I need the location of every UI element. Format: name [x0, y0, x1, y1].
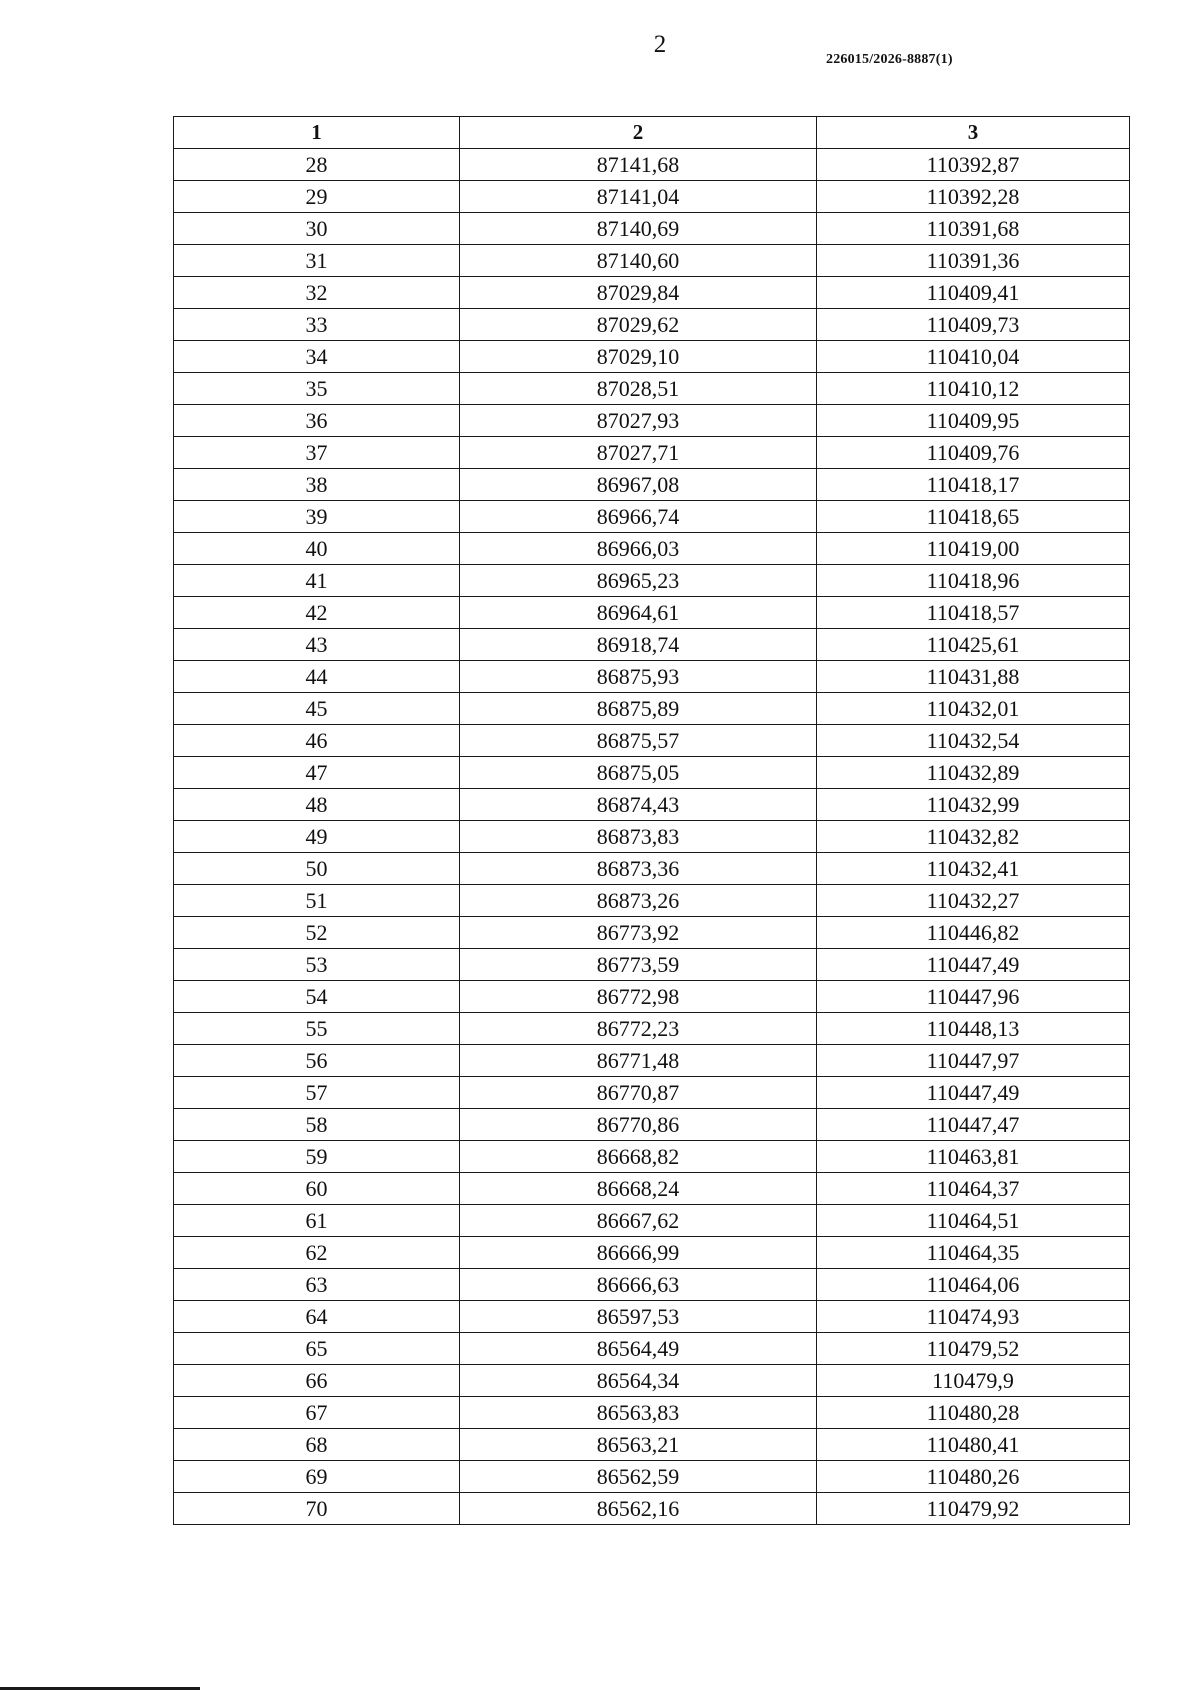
table-cell-col-3: 110479,52: [817, 1333, 1130, 1365]
table-cell-col-3: 110448,13: [817, 1013, 1130, 1045]
table-cell-col-3: 110409,76: [817, 437, 1130, 469]
table-cell-col-1: 56: [174, 1045, 460, 1077]
table-row: [174, 405, 1130, 437]
table-cell-col-3: 110392,28: [817, 181, 1130, 213]
table-cell-col-3: 110432,82: [817, 821, 1130, 853]
table-row: [174, 981, 1130, 1013]
table-cell-col-1: 58: [174, 1109, 460, 1141]
table-cell-col-1: 70: [174, 1493, 460, 1525]
table-cell-col-2: 87027,71: [460, 437, 817, 469]
table-cell-col-1: 52: [174, 917, 460, 949]
table-cell-col-3: 110431,88: [817, 661, 1130, 693]
table-cell-col-2: 86918,74: [460, 629, 817, 661]
table-row: [174, 757, 1130, 789]
table-cell-col-3: 110432,27: [817, 885, 1130, 917]
table-row: [174, 149, 1130, 181]
table-row: [174, 565, 1130, 597]
table-row: [174, 469, 1130, 501]
table-row: [174, 629, 1130, 661]
table-cell-col-3: 110464,37: [817, 1173, 1130, 1205]
table-cell-col-2: 86668,82: [460, 1141, 817, 1173]
table-cell-col-3: 110480,26: [817, 1461, 1130, 1493]
column-header-3: 3: [817, 117, 1130, 149]
table-cell-col-1: 63: [174, 1269, 460, 1301]
table-row: [174, 1045, 1130, 1077]
table-cell-col-1: 30: [174, 213, 460, 245]
table-cell-col-3: 110480,28: [817, 1397, 1130, 1429]
table-cell-col-2: 86773,92: [460, 917, 817, 949]
table-cell-col-2: 86773,59: [460, 949, 817, 981]
table-cell-col-2: 86875,93: [460, 661, 817, 693]
table-cell-col-3: 110432,01: [817, 693, 1130, 725]
table-cell-col-3: 110464,51: [817, 1205, 1130, 1237]
table-cell-col-1: 64: [174, 1301, 460, 1333]
table-cell-col-3: 110446,82: [817, 917, 1130, 949]
table-cell-col-3: 110409,41: [817, 277, 1130, 309]
table-row: [174, 1397, 1130, 1429]
table-cell-col-1: 43: [174, 629, 460, 661]
table-cell-col-2: 87029,84: [460, 277, 817, 309]
table-cell-col-2: 87027,93: [460, 405, 817, 437]
table-cell-col-2: 86966,03: [460, 533, 817, 565]
table-cell-col-1: 32: [174, 277, 460, 309]
table-cell-col-2: 87141,04: [460, 181, 817, 213]
table-cell-col-1: 42: [174, 597, 460, 629]
table-cell-col-3: 110391,36: [817, 245, 1130, 277]
table-row: [174, 341, 1130, 373]
table-row: [174, 949, 1130, 981]
table-cell-col-3: 110418,96: [817, 565, 1130, 597]
table-row: [174, 181, 1130, 213]
table-cell-col-1: 44: [174, 661, 460, 693]
table-cell-col-3: 110425,61: [817, 629, 1130, 661]
table-cell-col-3: 110409,73: [817, 309, 1130, 341]
table-header-row: [174, 117, 1130, 149]
table-cell-col-1: 53: [174, 949, 460, 981]
table-cell-col-1: 57: [174, 1077, 460, 1109]
table-cell-col-3: 110447,49: [817, 949, 1130, 981]
table-cell-col-2: 86967,08: [460, 469, 817, 501]
table-cell-col-2: 86965,23: [460, 565, 817, 597]
table-row: [174, 1173, 1130, 1205]
table-cell-col-2: 87029,10: [460, 341, 817, 373]
table-cell-col-3: 110432,99: [817, 789, 1130, 821]
table-cell-col-2: 87141,68: [460, 149, 817, 181]
table-cell-col-2: 86874,43: [460, 789, 817, 821]
table-cell-col-3: 110447,47: [817, 1109, 1130, 1141]
table-cell-col-1: 40: [174, 533, 460, 565]
table-cell-col-1: 35: [174, 373, 460, 405]
table-cell-col-3: 110447,97: [817, 1045, 1130, 1077]
table-cell-col-2: 86564,49: [460, 1333, 817, 1365]
table-cell-col-3: 110480,41: [817, 1429, 1130, 1461]
table-cell-col-2: 86667,62: [460, 1205, 817, 1237]
table-cell-col-3: 110409,95: [817, 405, 1130, 437]
table-cell-col-3: 110419,00: [817, 533, 1130, 565]
table-row: [174, 501, 1130, 533]
table-cell-col-1: 29: [174, 181, 460, 213]
table-cell-col-2: 86666,63: [460, 1269, 817, 1301]
table-cell-col-2: 86771,48: [460, 1045, 817, 1077]
table-cell-col-1: 39: [174, 501, 460, 533]
table-cell-col-2: 86668,24: [460, 1173, 817, 1205]
table-row: [174, 1429, 1130, 1461]
table-cell-col-1: 33: [174, 309, 460, 341]
table-cell-col-1: 65: [174, 1333, 460, 1365]
table-row: [174, 1205, 1130, 1237]
table-cell-col-1: 67: [174, 1397, 460, 1429]
table-cell-col-3: 110464,35: [817, 1237, 1130, 1269]
table-cell-col-2: 86562,16: [460, 1493, 817, 1525]
table-cell-col-3: 110463,81: [817, 1141, 1130, 1173]
table-cell-col-2: 86873,83: [460, 821, 817, 853]
table-cell-col-2: 86563,21: [460, 1429, 817, 1461]
table-cell-col-2: 86564,34: [460, 1365, 817, 1397]
table-cell-col-1: 59: [174, 1141, 460, 1173]
table-cell-col-3: 110479,92: [817, 1493, 1130, 1525]
table-cell-col-3: 110432,54: [817, 725, 1130, 757]
table-cell-col-2: 86875,89: [460, 693, 817, 725]
table-cell-col-3: 110418,57: [817, 597, 1130, 629]
table-cell-col-2: 86770,87: [460, 1077, 817, 1109]
table-row: [174, 1493, 1130, 1525]
table-cell-col-1: 61: [174, 1205, 460, 1237]
table-cell-col-3: 110479,9: [817, 1365, 1130, 1397]
table-cell-col-1: 46: [174, 725, 460, 757]
table-row: [174, 1109, 1130, 1141]
table-cell-col-1: 60: [174, 1173, 460, 1205]
table-row: [174, 789, 1130, 821]
table-row: [174, 853, 1130, 885]
table-cell-col-1: 47: [174, 757, 460, 789]
table-cell-col-3: 110432,89: [817, 757, 1130, 789]
table-row: [174, 1013, 1130, 1045]
table-cell-col-1: 66: [174, 1365, 460, 1397]
table-cell-col-3: 110474,93: [817, 1301, 1130, 1333]
table-row: [174, 1365, 1130, 1397]
table-cell-col-1: 28: [174, 149, 460, 181]
table-cell-col-3: 110432,41: [817, 853, 1130, 885]
table-cell-col-1: 69: [174, 1461, 460, 1493]
page-number: 2: [653, 31, 667, 58]
table-row: [174, 1141, 1130, 1173]
table-cell-col-2: 86964,61: [460, 597, 817, 629]
table-cell-col-1: 41: [174, 565, 460, 597]
table-cell-col-1: 37: [174, 437, 460, 469]
table-cell-col-2: 86562,59: [460, 1461, 817, 1493]
table-cell-col-3: 110410,12: [817, 373, 1130, 405]
table-cell-col-3: 110391,68: [817, 213, 1130, 245]
table-cell-col-2: 86666,99: [460, 1237, 817, 1269]
table-cell-col-2: 86873,26: [460, 885, 817, 917]
table-row: [174, 693, 1130, 725]
table-cell-col-1: 50: [174, 853, 460, 885]
table-cell-col-1: 48: [174, 789, 460, 821]
table-row: [174, 533, 1130, 565]
table-cell-col-2: 86772,98: [460, 981, 817, 1013]
table-cell-col-2: 86563,83: [460, 1397, 817, 1429]
table-row: [174, 1301, 1130, 1333]
column-header-2: 2: [460, 117, 817, 149]
table-row: [174, 309, 1130, 341]
table-cell-col-2: 86770,86: [460, 1109, 817, 1141]
table-row: [174, 437, 1130, 469]
table-row: [174, 917, 1130, 949]
table-row: [174, 885, 1130, 917]
table-row: [174, 1269, 1130, 1301]
table-cell-col-1: 31: [174, 245, 460, 277]
table-cell-col-2: 86873,36: [460, 853, 817, 885]
table-row: [174, 1077, 1130, 1109]
table-row: [174, 373, 1130, 405]
table-row: [174, 725, 1130, 757]
table-cell-col-1: 54: [174, 981, 460, 1013]
coordinates-table: [173, 116, 1130, 1525]
table-cell-col-2: 87140,60: [460, 245, 817, 277]
table-cell-col-1: 34: [174, 341, 460, 373]
table-cell-col-2: 86875,57: [460, 725, 817, 757]
table-row: [174, 1461, 1130, 1493]
table-row: [174, 597, 1130, 629]
table-cell-col-1: 51: [174, 885, 460, 917]
table-cell-col-1: 36: [174, 405, 460, 437]
table-row: [174, 277, 1130, 309]
document-reference: 226015/2026-8887(1): [826, 52, 953, 67]
table-cell-col-1: 45: [174, 693, 460, 725]
table-cell-col-3: 110447,96: [817, 981, 1130, 1013]
table-cell-col-3: 110447,49: [817, 1077, 1130, 1109]
table-cell-col-3: 110410,04: [817, 341, 1130, 373]
table-cell-col-2: 86875,05: [460, 757, 817, 789]
table-row: [174, 821, 1130, 853]
table-cell-col-3: 110418,65: [817, 501, 1130, 533]
table-row: [174, 213, 1130, 245]
table-cell-col-2: 87028,51: [460, 373, 817, 405]
table-cell-col-1: 38: [174, 469, 460, 501]
table-cell-col-1: 68: [174, 1429, 460, 1461]
table-cell-col-2: 86772,23: [460, 1013, 817, 1045]
table-cell-col-3: 110392,87: [817, 149, 1130, 181]
table-row: [174, 245, 1130, 277]
table-cell-col-1: 62: [174, 1237, 460, 1269]
table-cell-col-2: 86597,53: [460, 1301, 817, 1333]
table-cell-col-3: 110464,06: [817, 1269, 1130, 1301]
column-header-1: 1: [174, 117, 460, 149]
table-cell-col-2: 87029,62: [460, 309, 817, 341]
table-row: [174, 1237, 1130, 1269]
table-cell-col-1: 55: [174, 1013, 460, 1045]
table-cell-col-2: 86966,74: [460, 501, 817, 533]
table-cell-col-3: 110418,17: [817, 469, 1130, 501]
table-cell-col-2: 87140,69: [460, 213, 817, 245]
table-row: [174, 661, 1130, 693]
table-cell-col-1: 49: [174, 821, 460, 853]
table-body: [174, 149, 1130, 1525]
table-row: [174, 1333, 1130, 1365]
